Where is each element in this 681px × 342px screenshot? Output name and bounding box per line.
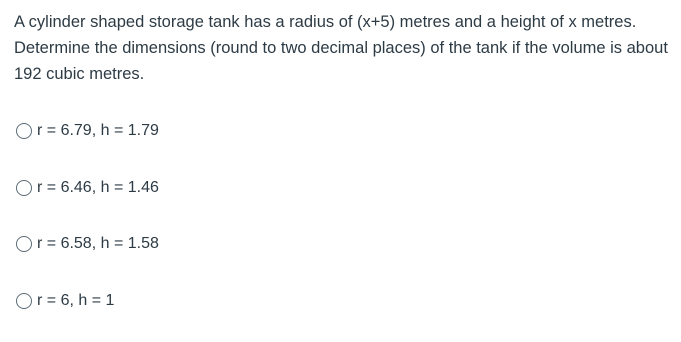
answer-label: r = 6.79, h = 1.79: [37, 122, 159, 139]
radio-button[interactable]: [16, 180, 32, 196]
answer-option[interactable]: [16, 229, 159, 259]
answer-label: r = 6, h = 1: [37, 291, 115, 309]
answer-option[interactable]: [16, 286, 159, 316]
radio-button[interactable]: [16, 123, 32, 139]
answer-option[interactable]: [16, 116, 159, 146]
answer-option[interactable]: [16, 173, 159, 203]
question-text: A cylinder shaped storage tank has a radius of (x+5) metres and a height of x metres. Determine the dimensions (round to two decimal places) of the tank if the volume is about 192 cubic metres.: [14, 13, 668, 83]
radio-button[interactable]: [16, 236, 32, 252]
radio-button[interactable]: [16, 293, 32, 309]
answer-label: r = 6.46, h = 1.46: [37, 178, 159, 196]
answer-options: [16, 116, 159, 342]
answer-label: r = 6.58, h = 1.58: [37, 235, 159, 252]
